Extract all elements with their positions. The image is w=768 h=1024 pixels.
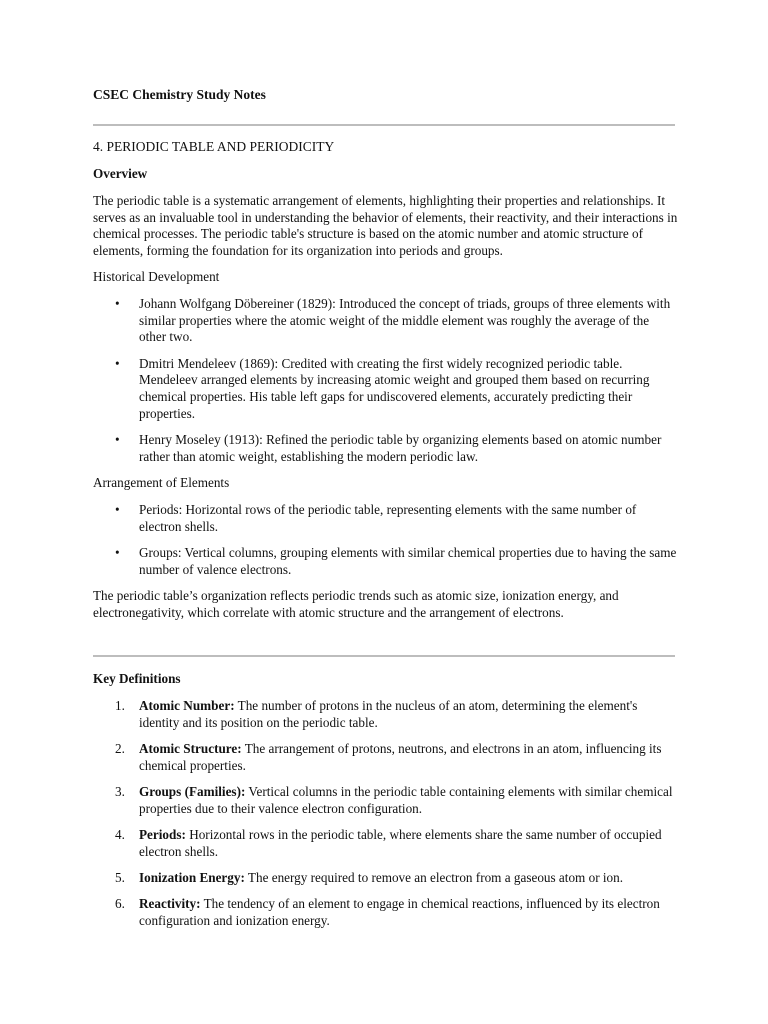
list-number: 1. (115, 697, 125, 713)
definition-item (115, 783, 679, 818)
historical-list (93, 296, 679, 466)
overview-heading: Overview (93, 166, 148, 181)
definition-term: Atomic Number: (139, 697, 235, 713)
definition-term: Atomic Structure: (139, 740, 242, 756)
definition-item (115, 870, 679, 887)
definition-item (115, 740, 679, 775)
definitions-list (93, 698, 679, 930)
key-definitions-heading: Key Definitions (93, 671, 181, 686)
list-number: 3. (115, 783, 125, 799)
list-item (115, 355, 679, 423)
horizontal-rule (93, 124, 675, 126)
definition-text: The arrangement of protons, neutrons, and electrons in an atom, influencing its chemical properties. (139, 740, 662, 773)
definition-item (115, 827, 679, 861)
horizontal-rule (93, 655, 675, 657)
definition-text: The number of protons in the nucleus of an atom, determining the element's identity and its position on the periodic table. (139, 697, 638, 730)
list-number: 2. (115, 740, 125, 756)
document-title: CSEC Chemistry Study Notes (93, 87, 266, 102)
list-item-text: Groups: Vertical columns, grouping elements with similar chemical properties due to having the same number of valence electrons. (139, 544, 677, 577)
arrangement-list (93, 502, 679, 579)
definition-term: Ionization Energy: (139, 870, 245, 886)
section-heading: 4. PERIODIC TABLE AND PERIODICITY (93, 139, 335, 154)
list-item (115, 544, 679, 579)
arrangement-heading: Arrangement of Elements (93, 475, 230, 491)
overview-paragraph: The periodic table is a systematic arrangement of elements, highlighting their properties and relationships. It serves as an invaluable tool in understanding the behavior of elements, their reactivity, and their interactions in chemical processes. The periodic table's structure is based on the atomic number and atomic structure of elements, forming the foundation for its organization into periods and groups. (93, 192, 678, 259)
list-item (115, 501, 679, 536)
list-number: 6. (115, 896, 125, 912)
bullet-icon: • (115, 432, 120, 448)
list-number: 4. (115, 827, 125, 843)
list-item (115, 432, 679, 466)
bullet-icon: • (115, 544, 120, 560)
definition-text: The tendency of an element to engage in chemical reactions, influenced by its electron configuration and ionization energy. (139, 896, 660, 929)
definition-term: Groups (Families): (139, 783, 246, 799)
list-item-text: Dmitri Mendeleev (1869): Credited with creating the first widely recognized periodic table. Mendeleev arranged elements by increasing atomic weight and grouped them based on recurring chemical properties. His table left gaps for undiscovered elements, accurately predicting their properties. (139, 355, 650, 422)
section-body (93, 166, 679, 631)
definition-item (115, 697, 679, 732)
list-item-text: Henry Moseley (1913): Refined the periodic table by organizing elements based on atomic number rather than atomic weight, establishing the modern periodic law. (139, 432, 662, 465)
list-item (115, 295, 679, 346)
definition-term: Periods: (139, 827, 186, 843)
definition-term: Reactivity: (139, 896, 201, 912)
definition-text: The energy required to remove an electron from a gaseous atom or ion. (244, 870, 624, 886)
historical-heading: Historical Development (93, 269, 220, 285)
definitions-body (93, 671, 679, 940)
arrangement-closing-paragraph: The periodic table’s organization reflects periodic trends such as atomic size, ionization energy, and electronegativity, which correlate with atomic structure and the arrangement of electrons. (93, 587, 619, 620)
definition-item (115, 896, 679, 930)
list-number: 5. (115, 870, 125, 886)
bullet-icon: • (115, 295, 120, 311)
definition-text: Horizontal rows in the periodic table, where elements share the same number of occupied electron shells. (139, 827, 662, 859)
list-item-text: Johann Wolfgang Döbereiner (1829): Introduced the concept of triads, groups of three elements with similar properties where the atomic weight of the middle element was roughly the average of the other two. (139, 295, 671, 345)
bullet-icon: • (115, 355, 120, 371)
definition-text: Vertical columns in the periodic table containing elements with similar chemical properties due to their valence electron configuration. (139, 783, 673, 816)
bullet-icon: • (115, 501, 120, 517)
list-item-text: Periods: Horizontal rows of the periodic table, representing elements with the same number of electron shells. (139, 501, 637, 534)
